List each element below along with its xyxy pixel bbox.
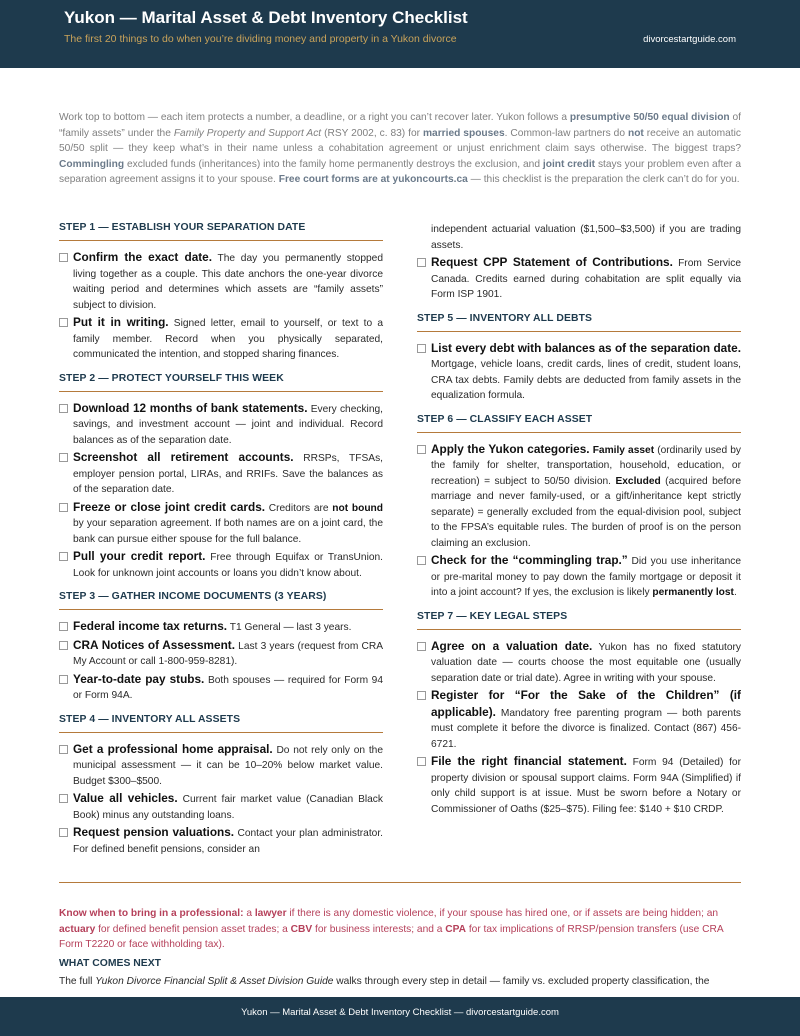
step-5-heading: STEP 5 — INVENTORY ALL DEBTS bbox=[417, 313, 741, 332]
step-3-heading: STEP 3 — GATHER INCOME DOCUMENTS (3 YEARS) bbox=[59, 591, 383, 610]
checkbox[interactable] bbox=[417, 757, 426, 766]
checklist-item: Screenshot all retirement accounts. RRSPs, TFSAs, employer pension portal, LIRAs, and RRIFs. Save the balances as of the separation date. bbox=[59, 450, 383, 498]
checkbox[interactable] bbox=[417, 691, 426, 700]
checkbox[interactable] bbox=[59, 828, 68, 837]
checklist-item: Check for the “commingling trap.” Did you use inheritance or pre-marital money to pay down the family mortgage or deposit it into a joint account? If yes, the exclusion is likely permanently lost. bbox=[417, 553, 741, 601]
checkbox[interactable] bbox=[59, 253, 68, 262]
next-text: The full Yukon Divorce Financial Split & Asset Division Guide walks through every step in detail — family vs. excluded property classification, the bbox=[59, 976, 710, 987]
checklist-item: Confirm the exact date. The day you permanently stopped living together as a couple. This date anchors the one-year divorce waiting period and determines which assets are “family assets” subject to division. bbox=[59, 250, 383, 313]
checkbox[interactable] bbox=[59, 503, 68, 512]
step-4-heading: STEP 4 — INVENTORY ALL ASSETS bbox=[59, 714, 383, 733]
checklist-item: Agree on a valuation date. Yukon has no fixed statutory valuation date — courts choose the most equitable one (usually separation date or trial date). Agree in writing with your spouse. bbox=[417, 639, 741, 687]
checklist-item: CRA Notices of Assessment. Last 3 years (request from CRA My Account or call 1-800-959-8281). bbox=[59, 638, 383, 670]
section-divider bbox=[59, 882, 741, 883]
header-site-link[interactable]: divorcestartguide.com bbox=[643, 34, 736, 45]
checkbox[interactable] bbox=[417, 344, 426, 353]
checkbox[interactable] bbox=[417, 642, 426, 651]
step-7-heading: STEP 7 — KEY LEGAL STEPS bbox=[417, 611, 741, 630]
checkbox[interactable] bbox=[59, 404, 68, 413]
checkbox[interactable] bbox=[59, 794, 68, 803]
checklist-item: Federal income tax returns. T1 General — last 3 years. bbox=[59, 619, 383, 636]
checkbox[interactable] bbox=[59, 622, 68, 631]
checkbox[interactable] bbox=[59, 745, 68, 754]
page-footer: Yukon — Marital Asset & Debt Inventory Checklist — divorcestartguide.com bbox=[0, 997, 800, 1036]
checklist-item: Register for “For the Sake of the Children” (if applicable). Mandatory free parenting program — both parents must complete it before the divorce is finalized. Contact (867) 456-6721. bbox=[417, 688, 741, 752]
checkbox[interactable] bbox=[417, 556, 426, 565]
left-column bbox=[59, 222, 383, 859]
checklist-item-continued: independent actuarial valuation ($1,500–$3,500) if you are trading assets. bbox=[431, 224, 741, 251]
checklist-item: Apply the Yukon categories. Family asset (ordinarily used by the family for shelter, transportation, household, education, or recreation) = subject to 50/50 division. Excluded (acquired before marriage and never family-used, or a gift/inheritance kept strictly separate) = generally excluded from the equal-division pool, subject to the FPSA’s equitable rules. The burden of proof is on the person claiming an exclusion. bbox=[417, 442, 741, 552]
checkbox[interactable] bbox=[417, 445, 426, 454]
checkbox[interactable] bbox=[59, 641, 68, 650]
checklist-item: Get a professional home appraisal. Do not rely only on the municipal assessment — it can be 10–20% below market value. Budget $300–$500. bbox=[59, 742, 383, 790]
page-subtitle: The first 20 things to do when you’re dividing money and property in a Yukon divorce bbox=[64, 33, 457, 45]
page-header bbox=[0, 0, 800, 68]
right-column bbox=[417, 222, 741, 819]
checklist-item: Value all vehicles. Current fair market value (Canadian Black Book) minus any outstanding loans. bbox=[59, 791, 383, 823]
step-6-heading: STEP 6 — CLASSIFY EACH ASSET bbox=[417, 414, 741, 433]
checkbox[interactable] bbox=[59, 318, 68, 327]
checklist-item: Freeze or close joint credit cards. Creditors are not bound by your separation agreement. If both names are on a joint card, the bank can pursue either spouse for the full balance. bbox=[59, 500, 383, 548]
checklist-item: Request CPP Statement of Contributions. From Service Canada. Credits earned during cohabitation are split equally via Form ISP 1901. bbox=[417, 255, 741, 303]
checklist-item: Pull your credit report. Free through Equifax or TransUnion. Look for unknown joint accounts or loans you didn’t know about. bbox=[59, 549, 383, 581]
checklist-item: List every debt with balances as of the separation date. Mortgage, vehicle loans, credit cards, lines of credit, student loans, CRA tax debts. Family debts are deducted from family assets in the equalization formula. bbox=[417, 341, 741, 404]
professional-callout: Know when to bring in a professional: a lawyer if there is any domestic violence, if your spouse has hired one, or if assets are being hidden; an actuary for defined benefit pension asset trades; a CBV for business interests; and a CPA for tax implications of RRSP/pension transfers (use CRA Form T2220 or face withholding tax). bbox=[59, 908, 724, 951]
checklist-item: Year-to-date pay stubs. Both spouses — required for Form 94 or Form 94A. bbox=[59, 672, 383, 704]
checkbox[interactable] bbox=[59, 453, 68, 462]
next-heading: WHAT COMES NEXT bbox=[59, 958, 161, 969]
checklist-item: Download 12 months of bank statements. Every checking, savings, and investment account — joint and individual. Record balances as of the separation date. bbox=[59, 401, 383, 449]
intro-paragraph: Work top to bottom — each item protects a number, a deadline, or a right you can’t recover later. Yukon follows a presumptive 50/50 equal division of “family assets” under the Family Property and Support Act (RSY 2002, c. 83) for married spouses. Common-law partners do not receive an automatic 50/50 split — they keep what’s in their name unless a cohabitation agreement or unjust enrichment claim says otherwise. The biggest traps? Commingling excluded funds (inheritances) into the family home permanently destroys the exclusion, and joint credit stays your problem even after a separation agreement assigns it to your spouse. Free court forms are at yukoncourts.ca — this checklist is the preparation the clerk can’t do for you. bbox=[59, 112, 741, 186]
checkbox[interactable] bbox=[59, 675, 68, 684]
checkbox[interactable] bbox=[59, 552, 68, 561]
checklist-item: Put it in writing. Signed letter, email to yourself, or text to a family member. Record when you physically separated, communicated the intention, and stopped sharing finances. bbox=[59, 315, 383, 363]
checklist-item: File the right financial statement. Form 94 (Detailed) for property division or spousal support claims. Form 94A (Simplified) if only child support is at issue. Must be sworn before a Notary or Commissioner of Oaths ($25–$75). Filing fee: $140 + $10 CRDP. bbox=[417, 754, 741, 817]
page-title: Yukon — Marital Asset & Debt Inventory Checklist bbox=[64, 8, 468, 27]
step-1-heading: STEP 1 — ESTABLISH YOUR SEPARATION DATE bbox=[59, 222, 383, 241]
step-2-heading: STEP 2 — PROTECT YOURSELF THIS WEEK bbox=[59, 373, 383, 392]
checkbox[interactable] bbox=[417, 258, 426, 267]
checklist-item: Request pension valuations. Contact your plan administrator. For defined benefit pensions, consider an bbox=[59, 825, 383, 857]
